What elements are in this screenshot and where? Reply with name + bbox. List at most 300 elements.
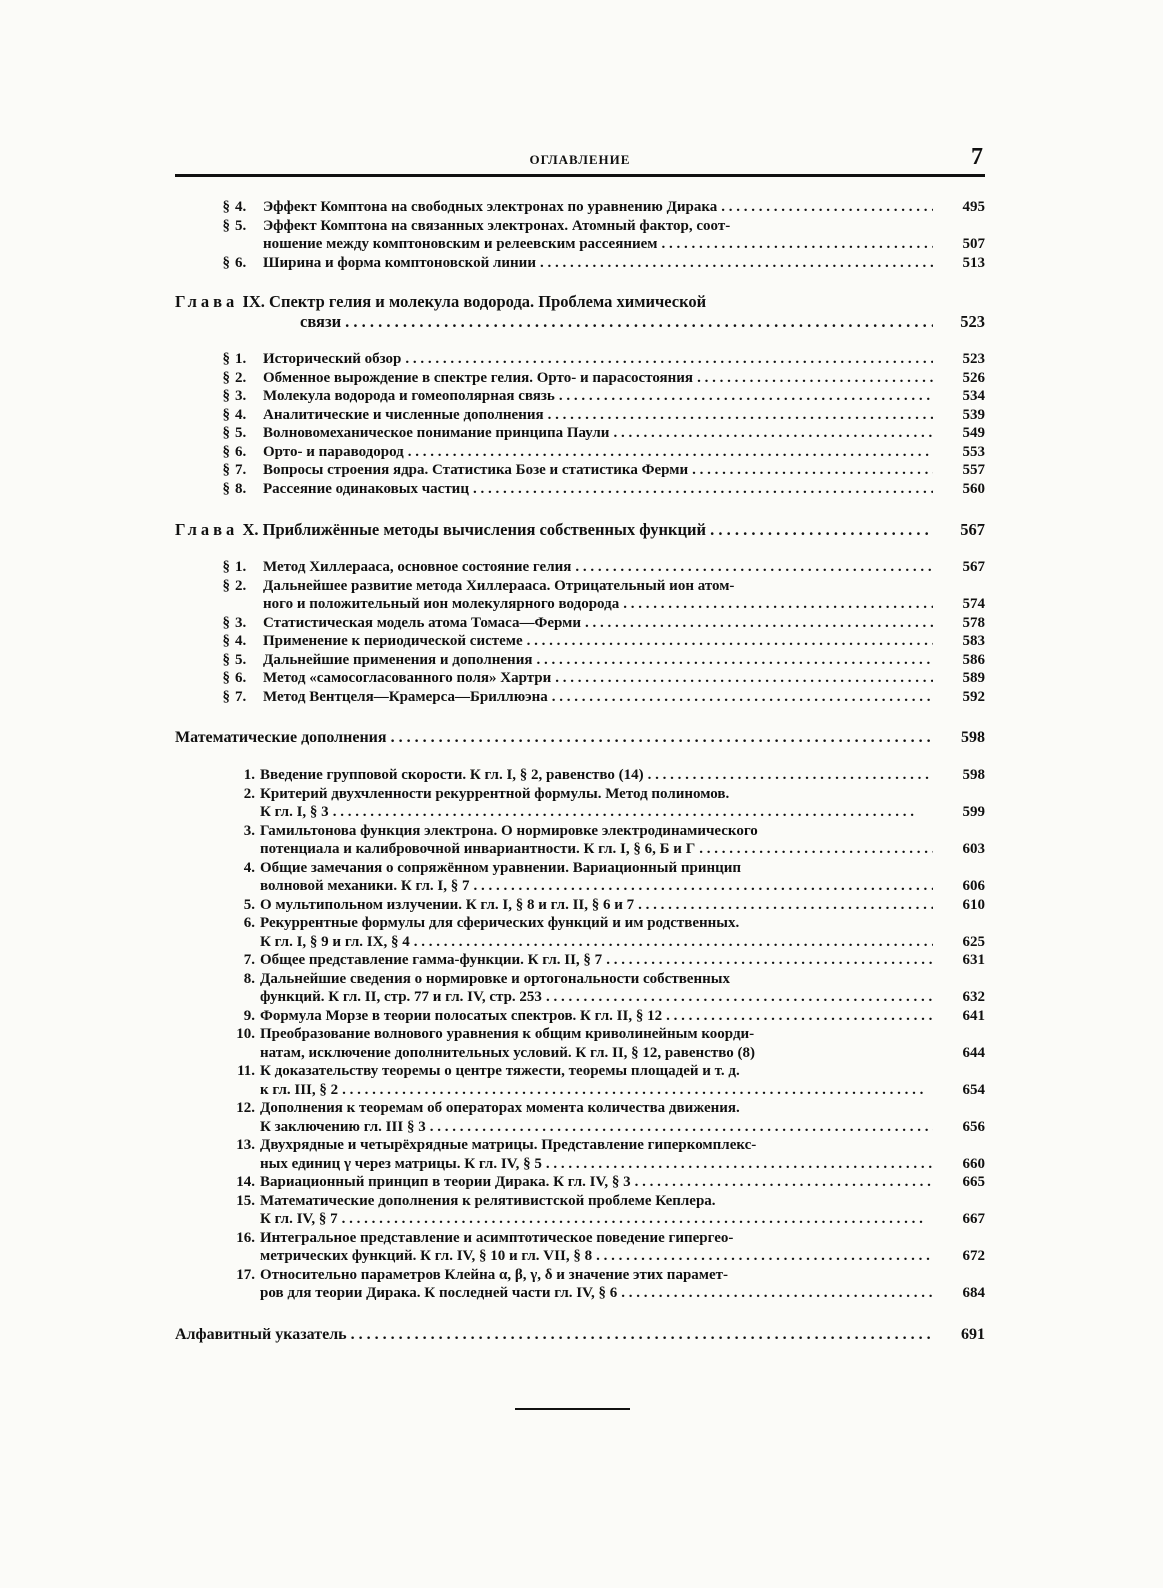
entry-text [260,1173,933,1192]
entry-text [260,951,933,970]
entry-text [263,254,933,273]
toc-entry [175,461,985,480]
chapter-10-title: Приближённые методы вычисления собственных функций [262,520,707,539]
toc-entry [175,1007,985,1026]
entry-page: 610 [962,896,985,913]
leader-dots [536,254,933,273]
leader-dots [551,669,933,688]
entry-text [260,1007,933,1026]
leader-dots [688,461,933,480]
section-sign: § [222,559,230,575]
section-sign: § [222,462,230,478]
leader-dots [341,312,933,332]
entry-number: 2. [243,785,255,802]
entry-last-line [260,1155,933,1174]
entry-text [263,632,933,651]
entry-text [263,577,933,614]
entry-page: 654 [962,1081,985,1098]
entry-page: 495 [962,199,985,215]
entry-page: 523 [962,351,985,367]
leader-dots [544,406,933,425]
entry-number: 15. [236,1192,255,1209]
entry-title: Ширина и форма комптоновской линии [263,254,536,271]
entry-last-line [260,1210,933,1229]
entry-last-line [260,1247,933,1266]
leader-dots [555,387,933,406]
entry-last-line [260,1007,933,1026]
entry-title: К гл. I, § 3 [260,804,329,820]
entry-number: 1. [235,559,247,575]
entry-text-line: Критерий двухчленности рекуррентной формулы. Метод полиномов. [260,785,730,802]
entry-page: 557 [962,462,985,478]
section-sign: § [222,577,230,594]
entry-page: 644 [962,1044,985,1061]
toc-entry [175,480,985,499]
math-appendix-title: Математические дополнения [175,729,387,746]
entry-page: 660 [962,1155,985,1172]
entry-text [260,822,933,859]
table-of-contents [175,198,985,1345]
entry-title: метрических функций. К гл. IV, § 10 и гл. VII, § 8 [260,1248,593,1264]
entry-last-line [263,614,933,633]
entry-last-line [260,1173,933,1192]
entry-text [263,669,933,688]
leader-dots [602,951,933,970]
section-sign: § [222,670,230,686]
entry-title: Общее представление гамма-функции. К гл. II, § 7 [260,952,603,968]
entry-page: 672 [962,1248,985,1264]
leader-dots [571,558,933,577]
leader-dots [617,1284,933,1303]
entry-text [263,614,933,633]
chapter-9-title: Спектр гелия и молекула водорода. Проблема химической [269,292,707,311]
entry-page: 574 [962,596,985,612]
leader-dots [695,840,933,859]
leader-dots [469,480,933,499]
chapter-9-sections [175,350,985,498]
entry-number: 5. [243,896,255,913]
section-sign: § [222,217,230,234]
entry-text [260,1099,933,1136]
leader-dots [532,651,933,670]
toc-entry [175,1062,985,1099]
math-appendix-page: 598 [961,729,985,746]
entry-page: 539 [962,406,985,423]
leader-dots [706,520,933,540]
entry-last-line [260,951,933,970]
entry-text [260,1229,933,1266]
entry-last-line [260,1118,933,1137]
entry-page: 567 [962,559,985,575]
entry-page: 586 [962,651,985,668]
entry-text [260,970,933,1007]
entry-text-line: К доказательству теоремы о центре тяжести, теоремы площадей и т. д. [260,1063,740,1079]
index-page: 691 [961,1325,985,1343]
entry-title: Дальнейшие применения и дополнения [263,651,533,668]
leader-dots [410,933,933,952]
toc-entry [175,369,985,388]
entry-last-line [263,480,933,499]
entry-number: 6. [235,443,247,460]
leader-dots [609,424,933,443]
entry-last-line [260,1284,933,1303]
entry-page: 631 [962,952,985,968]
entry-last-line [260,840,933,859]
entry-page: 598 [962,767,985,783]
chapter-10-label: Глава [175,520,239,539]
entry-number: 17. [236,1266,255,1283]
chapter-9-title-cont: связи [300,312,342,331]
entry-number: 4. [235,406,247,423]
entry-text-line: Двухрядные и четырёхрядные матрицы. Представление гиперкомплекс- [260,1137,757,1153]
leader-dots [338,1210,933,1229]
entry-last-line [263,558,933,577]
entry-last-line [260,933,933,952]
toc-entry [175,424,985,443]
leader-dots [347,1325,933,1345]
entry-last-line [263,198,933,217]
section-sign: § [222,425,230,441]
entry-last-line [263,406,933,425]
entry-text [263,461,933,480]
entry-title: к гл. III, § 2 [260,1081,339,1098]
entry-last-line [260,766,933,785]
index-title: Алфавитный указатель [175,1325,347,1343]
leader-dots [329,803,933,822]
entry-title: Вариационный принцип в теории Дирака. К гл. IV, § 3 [260,1174,631,1190]
toc-entry [175,614,985,633]
entry-number: 5. [235,651,247,668]
entry-page: 592 [962,688,985,705]
entry-page: 560 [962,480,985,497]
leader-dots [387,728,933,748]
entry-text-line: Дальнейшее развитие метода Хиллерааса. Отрицательный ион атом- [263,577,735,594]
entry-title: ношение между комптоновским и релеевским рассеянием [263,236,658,252]
entry-page: 549 [962,425,985,441]
entry-title: Волновомеханическое понимание принципа Паули [263,425,610,441]
toc-entry [175,1266,985,1303]
toc-entry [175,577,985,614]
toc-entry [175,254,985,273]
section-sign: § [222,651,230,668]
entry-title: Метод «самосогласованного поля» Хартри [263,670,552,686]
entry-text [263,217,933,254]
toc-entry [175,914,985,951]
entry-last-line [260,896,933,915]
entry-last-line [260,877,933,896]
entry-last-line [263,595,933,614]
end-rule [515,1408,630,1410]
entry-title: О мультипольном излучении. К гл. I, § 8 и гл. II, § 6 и 7 [260,896,635,913]
leader-dots [404,443,933,462]
leader-dots [634,896,933,915]
toc-entry [175,688,985,707]
toc-entry [175,198,985,217]
entry-page: 534 [962,388,985,404]
toc-entry [175,1136,985,1173]
entry-number: 12. [236,1100,255,1116]
toc-entry [175,669,985,688]
entry-text [263,651,933,670]
entry-title: Молекула водорода и гомеополярная связь [263,388,555,404]
toc-entry [175,766,985,785]
chapter-10-sections [175,558,985,706]
entry-last-line [263,350,933,369]
entry-number: 7. [235,688,247,705]
entry-title: волновой механики. К гл. I, § 7 [260,878,470,894]
chapter-9-label: Глава [175,292,239,311]
entry-text [260,785,933,822]
entry-page: 625 [962,933,985,950]
entry-page: 507 [962,236,985,252]
entry-text-line: Преобразование волнового уравнения к общим криволинейным коорди- [260,1026,755,1042]
leader-dots [619,595,933,614]
chapter-10-number: X. [242,520,259,539]
section-sign: § [222,254,230,271]
entry-number: 3. [235,614,247,631]
toc-entry [175,632,985,651]
toc-entry [175,1099,985,1136]
toc-entry [175,1192,985,1229]
entry-text-line: Рекуррентные формулы для сферических функций и им родственных. [260,915,740,931]
entry-title: Обменное вырождение в спектре гелия. Орто- и парасостояния [263,369,694,386]
entry-title: К гл. IV, § 7 [260,1211,338,1227]
entry-number: 4. [235,199,247,215]
toc-entry [175,951,985,970]
toc-entry [175,350,985,369]
entry-page: 665 [962,1174,985,1190]
entry-text [260,896,933,915]
chapter-9-number: IX. [242,292,265,311]
entry-last-line [260,1081,933,1100]
entry-title: Применение к периодической системе [263,633,523,649]
entry-page: 606 [962,878,985,894]
entry-number: 11. [237,1063,255,1079]
section-sign: § [222,199,230,215]
entry-text-line: Интегральное представление и асимптотическое поведение гипергео- [260,1229,734,1246]
chapter-10-entry [175,520,985,540]
entry-last-line [263,443,933,462]
entry-text [263,369,933,388]
entry-text [260,859,933,896]
entry-number: 6. [235,670,247,686]
entry-last-line [260,988,933,1007]
math-appendix-items [175,766,985,1303]
entry-title: К гл. I, § 9 и гл. IX, § 4 [260,933,410,950]
entry-text-line: Эффект Комптона на связанных электронах. Атомный фактор, соот- [263,217,731,234]
leader-dots [548,688,933,707]
entry-title: Исторический обзор [263,351,402,367]
entry-text [260,1192,933,1229]
entry-number: 4. [243,859,255,876]
leader-dots [662,1007,933,1026]
page-number: 7 [971,144,983,170]
entry-page: 599 [962,804,985,820]
entry-title: Метод Хиллерааса, основное состояние гелия [263,559,572,575]
entry-title: К заключению гл. III § 3 [260,1118,426,1135]
entry-text [260,1062,933,1099]
section-sign: § [222,480,230,497]
entry-text [260,1136,933,1173]
toc-entry [175,896,985,915]
entry-text [260,914,933,951]
entry-number: 3. [243,822,255,839]
entry-page: 589 [962,670,985,686]
toc-entry [175,387,985,406]
entry-text-line: Относительно параметров Клейна α, β, γ, δ и значение этих парамет- [260,1266,729,1283]
leader-dots [542,1155,933,1174]
entry-number: 1. [235,351,247,367]
toc-entry [175,558,985,577]
entry-number: 10. [236,1026,255,1042]
entry-number: 4. [235,633,247,649]
leader-dots [426,1118,933,1137]
entry-last-line [263,651,933,670]
entry-number: 8. [235,480,247,497]
entry-title: ров для теории Дирака. К последней части гл. IV, § 6 [260,1285,618,1301]
leader-dots [523,632,933,651]
entry-title: потенциала и калибровочной инвариантности. К гл. I, § 6, Б и Г [260,841,696,857]
entry-page: 632 [962,989,985,1005]
page-header [175,144,985,178]
entry-page: 526 [962,369,985,386]
chapter-10-page: 567 [960,520,985,539]
entry-title: Формула Морзе в теории полосатых спектров. К гл. II, § 12 [260,1007,663,1024]
entry-last-line [260,1044,933,1063]
toc-entry [175,785,985,822]
entry-text-line: Дополнения к теоремам об операторах момента количества движения. [260,1100,740,1116]
entry-number: 5. [235,217,247,234]
entry-title: Введение групповой скорости. К гл. I, § 2, равенство (14) [260,767,644,783]
entry-number: 6. [235,254,247,271]
entry-number: 2. [235,369,247,386]
entry-page: 553 [962,443,985,460]
running-head: ОГЛАВЛЕНИЕ [529,152,631,167]
toc-entry [175,859,985,896]
entry-text [263,480,933,499]
entry-number: 14. [236,1174,255,1190]
entry-text-line: Гамильтонова функция электрона. О нормировке электродинамического [260,822,758,839]
entry-number: 13. [236,1137,255,1153]
entry-title: Вопросы строения ядра. Статистика Бозе и статистика Ферми [263,462,689,478]
toc-entry [175,1229,985,1266]
entry-last-line [263,235,933,254]
entry-number: 5. [235,425,247,441]
leader-dots [401,350,933,369]
entry-number: 8. [243,970,255,987]
entry-last-line [263,632,933,651]
entry-number: 7. [235,462,247,478]
entry-text [263,350,933,369]
section-sign: § [222,633,230,649]
toc-entry [175,1025,985,1062]
entry-title: ного и положительный ион молекулярного водорода [263,596,620,612]
entry-title: Эффект Комптона на свободных электронах по уравнению Дирака [263,199,718,215]
entry-title: Рассеяние одинаковых частиц [263,480,469,497]
math-appendix-heading [175,728,985,748]
entry-page: 603 [962,841,985,857]
entry-page: 684 [962,1285,985,1301]
leader-dots [592,1247,933,1266]
entry-title: натам, исключение дополнительных условий. К гл. II, § 12, равенство (8) [260,1044,755,1061]
entry-title: ных единиц γ через матрицы. К гл. IV, § 5 [260,1155,542,1172]
toc-entry [175,970,985,1007]
entry-last-line [263,369,933,388]
entry-text [260,1025,933,1062]
toc-entry [175,406,985,425]
leader-dots [717,198,933,217]
entry-number: 2. [235,577,247,594]
entry-page: 667 [962,1211,985,1227]
toc-entry [175,1173,985,1192]
toc-entry [175,217,985,254]
entry-text [263,558,933,577]
entry-page: 641 [962,1007,985,1024]
toc-entry [175,822,985,859]
entry-number: 16. [236,1229,255,1246]
leader-dots [542,988,933,1007]
index-heading [175,1325,985,1345]
chapter-9-line1 [175,292,933,312]
entry-title: Метод Вентцеля—Крамерса—Бриллюэна [263,688,548,705]
section-sign: § [222,443,230,460]
entry-text [260,766,933,785]
leader-dots [470,877,933,896]
entry-text [263,387,933,406]
section-sign: § [222,614,230,631]
chapter-8-sections [175,198,985,272]
section-sign: § [222,688,230,705]
entry-number: 3. [235,388,247,404]
entry-last-line [263,424,933,443]
entry-number: 7. [243,952,255,968]
entry-page: 578 [962,614,985,631]
entry-text [263,424,933,443]
entry-text-line: Дальнейшие сведения о нормировке и ортогональности собственных [260,970,730,987]
section-sign: § [222,388,230,404]
leader-dots [338,1081,933,1100]
entry-last-line [263,254,933,273]
entry-last-line [263,387,933,406]
entry-page: 656 [962,1118,985,1135]
entry-text [263,198,933,217]
chapter-9-page: 523 [960,312,985,331]
entry-last-line [263,669,933,688]
leader-dots [581,614,933,633]
entry-last-line [263,688,933,707]
entry-last-line [260,803,933,822]
entry-title: Орто- и параводород [263,443,404,460]
entry-number: 6. [243,915,255,931]
entry-title: Аналитические и численные дополнения [263,406,544,423]
entry-text-line: Общие замечания о сопряжённом уравнении. Вариационный принцип [260,859,742,876]
section-sign: § [222,351,230,367]
entry-text [263,406,933,425]
chapter-9-entry [175,292,985,332]
leader-dots [631,1173,933,1192]
entry-number: 9. [243,1007,255,1024]
entry-title: Статистическая модель атома Томаса—Ферми [263,614,582,631]
entry-last-line [263,461,933,480]
leader-dots [644,766,933,785]
toc-entry [175,443,985,462]
entry-page: 513 [962,254,985,271]
toc-entry [175,651,985,670]
entry-text [263,688,933,707]
entry-title: функций. К гл. II, стр. 77 и гл. IV, стр. 253 [260,989,542,1005]
section-sign: § [222,369,230,386]
entry-text [260,1266,933,1303]
